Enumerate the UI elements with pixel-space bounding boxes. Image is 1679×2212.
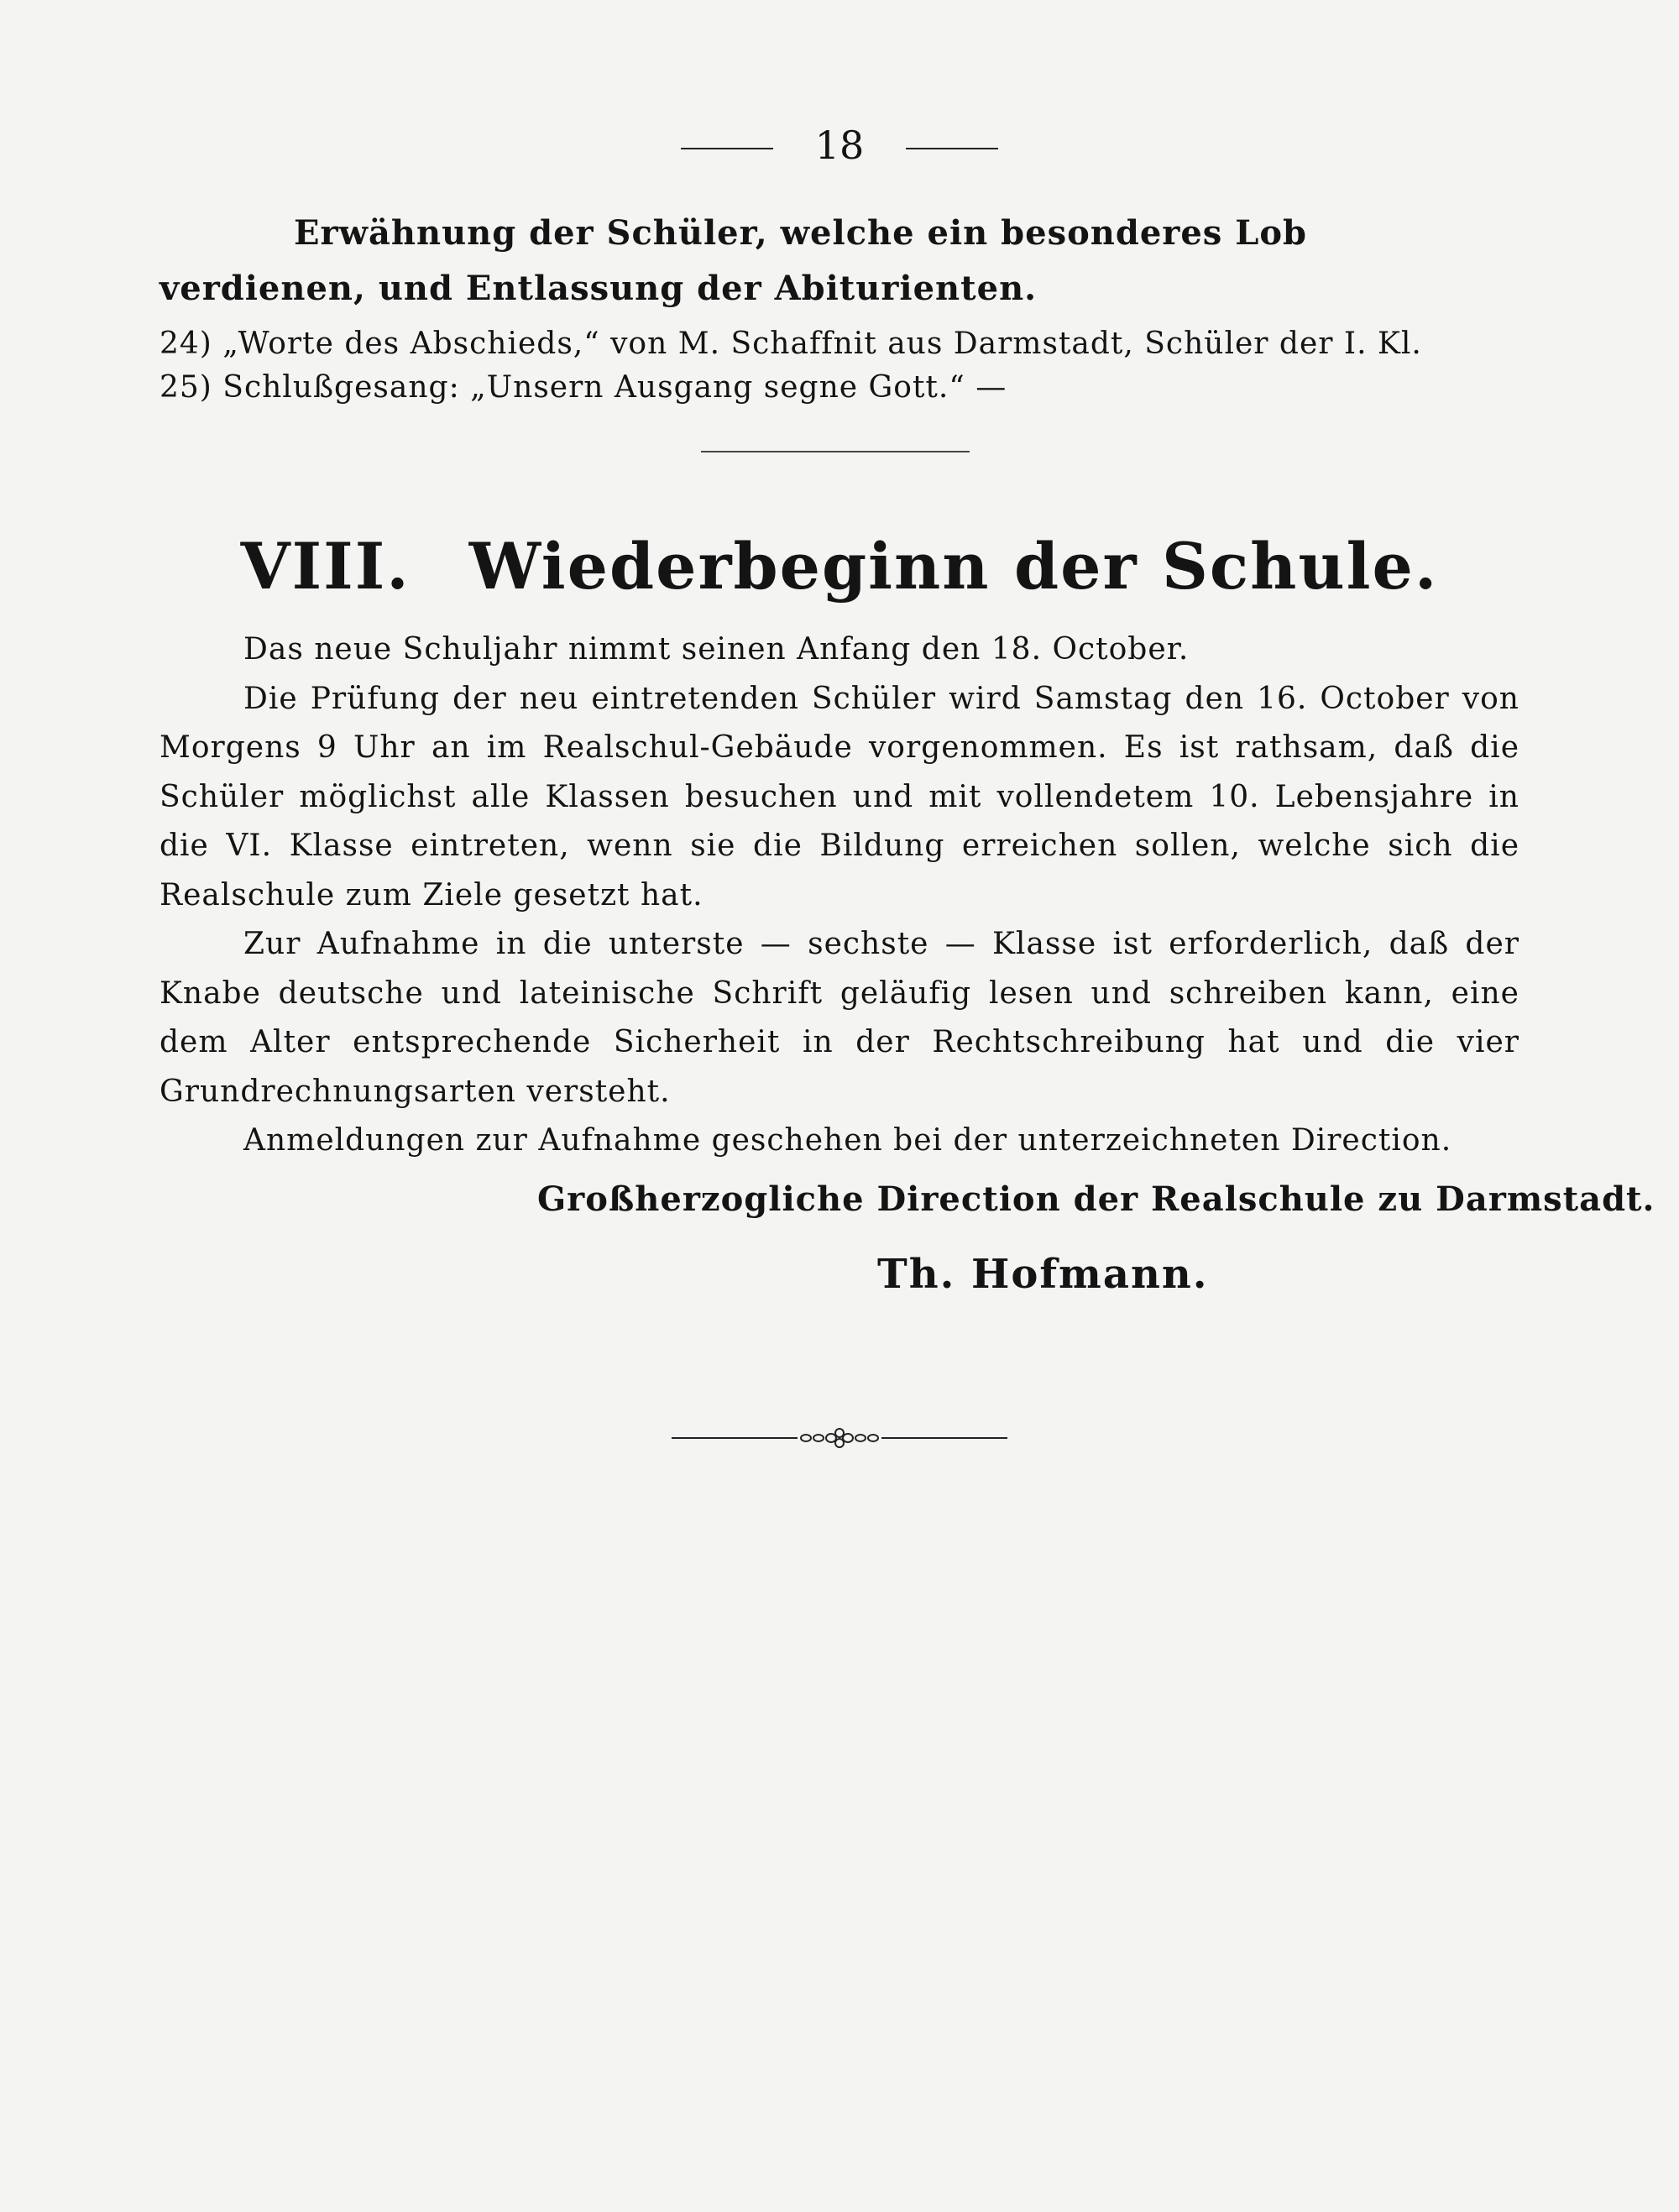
section-numeral: VIII. (240, 529, 411, 604)
page-header (0, 123, 1679, 168)
section-title: Wiederbeginn der Schule. (468, 529, 1439, 604)
paragraph-2: Die Prüfung der neu eintretenden Schüler wird Samstag den 16. October von Morgens 9 Uhr an im Realschul-Gebäude vorgenommen. Es ist rathsam, daß die Schüler möglichst alle Klassen besuchen und mit vollendetem 10. Lebensjahre in die VI. Klasse eintreten, wenn sie die Bildung erreichen sollen, welche sich die Realschule zum Ziele gesetzt hat. (160, 681, 1519, 913)
header-dash-right (906, 148, 998, 149)
paragraph-4: Anmeldungen zur Aufnahme geschehen bei der unterzeichneten Direction. (243, 1123, 1452, 1158)
program-item-25: 25) Schlußgesang: „Unsern Ausgang segne Gott.“ — (160, 370, 1007, 405)
ornament-divider (672, 1425, 1007, 1451)
program-item-24: 24) „Worte des Abschieds,“ von M. Schaffnit aus Darmstadt, Schüler der I. Kl. (160, 327, 1422, 361)
section-divider (701, 451, 970, 452)
body-text (160, 625, 1519, 1166)
section-heading (0, 529, 1679, 604)
signature-name: Th. Hofmann. (877, 1251, 1209, 1298)
paragraph-3: Zur Aufnahme in die unterste — sechste — Klasse ist erforderlich, daß der Knabe deutsche und lateinische Schrift geläufig lesen und schreiben kann, eine dem Alter entsprechende Sicherheit in der Rechtschreibung hat und die vier Grundrechnungsarten versteht. (160, 927, 1519, 1109)
paragraph-1: Das neue Schuljahr nimmt seinen Anfang den 18. October. (243, 632, 1190, 667)
page-number: 18 (814, 123, 865, 168)
intro-note: Erwähnung der Schüler, welche ein besonderes Lob verdienen, und Entlassung der Abiturienten. (160, 213, 1308, 308)
header-dash-left (681, 148, 773, 149)
signature-institution: Großherzogliche Direction der Realschule zu Darmstadt. (537, 1179, 1655, 1219)
